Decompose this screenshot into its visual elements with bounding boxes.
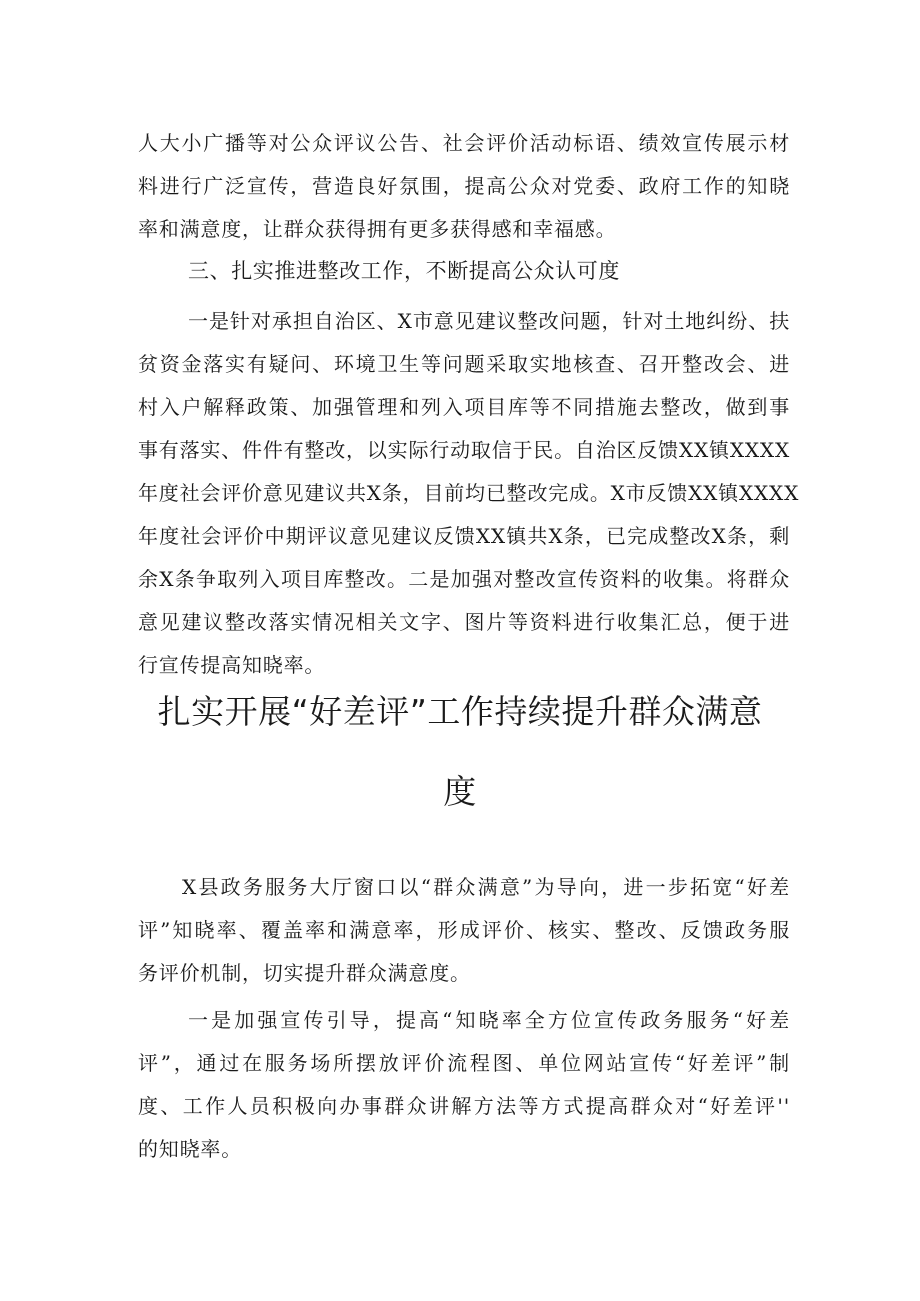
paragraph-line: 事有落实、件件有整改，以实际行动取信于民。自治区反馈XX镇XXXX [138, 438, 790, 462]
paragraph-line: 评”，通过在服务场所摆放评价流程图、单位网站宣传“好差评”制 [138, 1051, 790, 1075]
article-title-continued: 度 [443, 772, 477, 811]
paragraph-line: 一是加强宣传引导，提高“知晓率全方位宣传政务服务“好差 [188, 1008, 790, 1032]
paragraph-line: 的知晓率。 [138, 1137, 242, 1161]
paragraph-line: 意见建议整改落实情况相关文字、图片等资料进行收集汇总，便于进 [138, 610, 790, 634]
paragraph-line: X县政务服务大厅窗口以“群众满意”为导向，进一步拓宽“好差 [182, 875, 790, 899]
paragraph-line: 度、工作人员积极向办事群众讲解方法等方式提高群众对“好差评'' [138, 1094, 790, 1118]
paragraph-line: 年度社会评价中期评议意见建议反馈XX镇共X条，已完成整改X条，剩 [138, 524, 790, 548]
paragraph-line: 余X条争取列入项目库整改。二是加强对整改宣传资料的收集。将群众 [138, 567, 790, 591]
paragraph-line: 率和满意度，让群众获得拥有更多获得感和幸福感。 [138, 217, 617, 241]
paragraph-line: 务评价机制，切实提升群众满意度。 [138, 961, 471, 985]
paragraph-line: 行宣传提高知晓率。 [138, 653, 326, 677]
paragraph-line: 一是针对承担自治区、X市意见建议整改问题，针对土地纠纷、扶 [188, 309, 790, 333]
paragraph-line: 评”知晓率、覆盖率和满意率，形成评价、核实、整改、反馈政务服 [138, 918, 790, 942]
paragraph-line: 村入户解释政策、加强管理和列入项目库等不同措施去整改，做到事 [138, 395, 790, 419]
paragraph-line: 年度社会评价意见建议共X条，目前均已整改完成。X市反馈XX镇XXXX [138, 481, 800, 505]
article-title: 扎实开展“好差评”工作持续提升群众满意 [157, 692, 763, 731]
paragraph-line: 料进行广泛宣传，营造良好氛围，提高公众对党委、政府工作的知晓 [138, 174, 790, 198]
section-heading: 三、扎实推进整改工作，不断提高公众认可度 [188, 259, 620, 283]
paragraph-line: 贫资金落实有疑问、环境卫生等问题采取实地核查、召开整改会、进 [138, 352, 790, 376]
paragraph-line: 人大小广播等对公众评议公告、社会评价活动标语、绩效宣传展示材 [138, 131, 790, 155]
